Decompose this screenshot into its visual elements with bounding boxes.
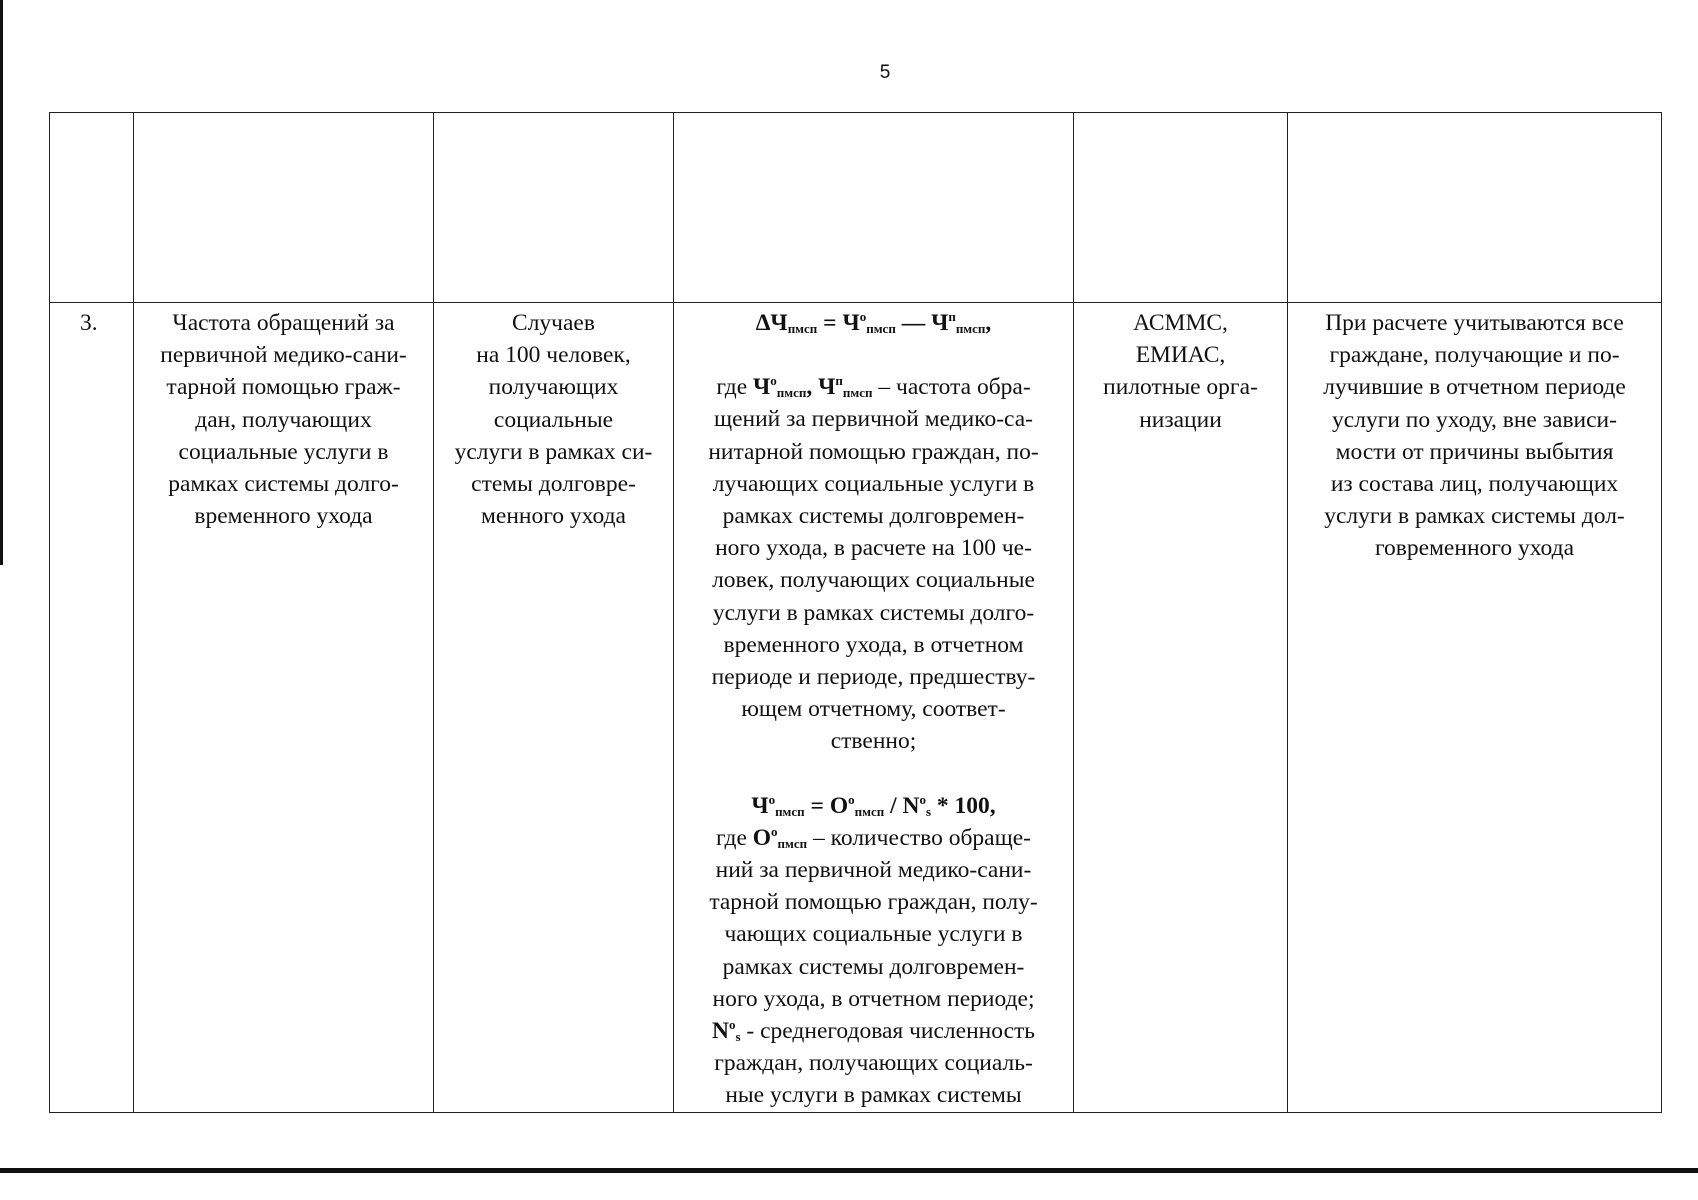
source-line: ЕМИАС, (1135, 342, 1226, 369)
scan-edge-bottom (0, 1168, 1698, 1173)
row-number: 3. (50, 303, 134, 1113)
indicator-line: социальные услуги в (178, 438, 389, 465)
formula-text-line: ственно; (830, 728, 917, 755)
formula-text-line: нитарной помощью граждан, по- (708, 438, 1039, 465)
unit-line: услуги в рамках си- (454, 438, 653, 465)
scan-edge-left (0, 0, 3, 565)
formula-text-line: услуги в рамках системы долго- (712, 599, 1035, 626)
unit-line: социальные (493, 406, 614, 433)
spacer (674, 339, 1073, 371)
table-row (50, 303, 1662, 1113)
note-line: услуги в рамках системы дол- (1324, 503, 1625, 530)
formula-text-line: чающих социальные услуги в (724, 921, 1023, 948)
formula-text-line: периоде и периоде, предшеству- (711, 664, 1036, 691)
cell-empty (50, 113, 134, 303)
formula-text-line: рамках системы долговремен- (722, 503, 1025, 530)
unit-cell (434, 303, 674, 1113)
note-line: говременного ухода (1374, 535, 1575, 562)
page-number: 5 (879, 62, 891, 83)
note-line: из состава лиц, получающих (1330, 471, 1619, 498)
indicator-name-cell (134, 303, 434, 1113)
spacer (674, 758, 1073, 790)
formula-text-line: ний за первичной медико-сани- (715, 857, 1032, 884)
formula-text-line: ного ухода, в расчете на 100 че- (715, 535, 1032, 562)
formula-definition: где $О^о_{пмсп}$ – количество обраще- (716, 823, 1031, 851)
source-line: АСММС, (1133, 310, 1228, 336)
table-row-continuation (50, 113, 1662, 303)
formula-text-line: ющем отчетному, соответ- (741, 696, 1006, 723)
formula-frequency: $Ч^о_{пмсп} = О^о_{пмсп} / N^о_s * 100$, (751, 791, 996, 819)
indicator-line: первичной медико-сани- (160, 342, 407, 369)
data-source-cell (1074, 303, 1288, 1113)
formula-definition: $N^о_s$ - среднегодовая численность (711, 1017, 1035, 1045)
note-line: лучившие в отчетном периоде (1323, 374, 1626, 401)
formula-text-line: ного ухода, в отчетном периоде; (712, 985, 1035, 1012)
note-line: граждане, получающие и по- (1329, 342, 1620, 369)
cell-empty (434, 113, 674, 303)
formula-text-line: тарной помощью граждан, полу- (709, 889, 1038, 916)
formula-text-line: временного ухода, в отчетном (723, 631, 1024, 658)
unit-line: на 100 человек, (476, 342, 631, 369)
unit-line: менного ухода (481, 503, 626, 530)
formula-text-line: щений за первичной медико-са- (713, 406, 1034, 433)
formula-text-line: лучающих социальные услуги в (712, 470, 1035, 497)
unit-line: стемы долговре- (471, 471, 636, 498)
formula-text-line: ные услуги в рамках системы (725, 1082, 1022, 1109)
indicator-line: тарной помощью граж- (166, 374, 401, 401)
note-line: услуги по уходу, вне зависи- (1332, 406, 1617, 433)
formula-delta: $\Delta Ч_{пмсп} = Ч^о_{пмсп}$ — $Ч^п_{пмсп}$, (755, 309, 992, 336)
cell-empty (1074, 113, 1288, 303)
cell-empty (134, 113, 434, 303)
cell-empty (674, 113, 1074, 303)
indicator-line: дан, получающих (195, 406, 372, 433)
note-line: мости от причины выбытия (1335, 438, 1614, 465)
source-line: пилотные орга- (1103, 374, 1258, 401)
unit-line: получающих (488, 374, 619, 401)
indicator-table (49, 112, 1662, 1113)
formula-definition: где $Ч^о_{пмсп}$, $Ч^п_{пмсп}$ – частота обра- (716, 373, 1031, 401)
note-line: При расчете учитываются все (1325, 310, 1624, 336)
formula-cell (674, 303, 1074, 1113)
cell-empty (1288, 113, 1662, 303)
formula-text-line: рамках системы долговремен- (722, 953, 1025, 980)
indicator-line: временного ухода (194, 503, 373, 530)
indicator-line: рамках системы долго- (168, 471, 399, 498)
source-line: низации (1139, 406, 1222, 433)
formula-text-line: ловек, получающих социальные (712, 567, 1035, 594)
unit-line: Случаев (512, 310, 595, 336)
formula-text-line: граждан, получающих социаль- (714, 1050, 1033, 1077)
indicator-line: Частота обращений за (172, 310, 395, 336)
note-cell (1288, 303, 1662, 1113)
